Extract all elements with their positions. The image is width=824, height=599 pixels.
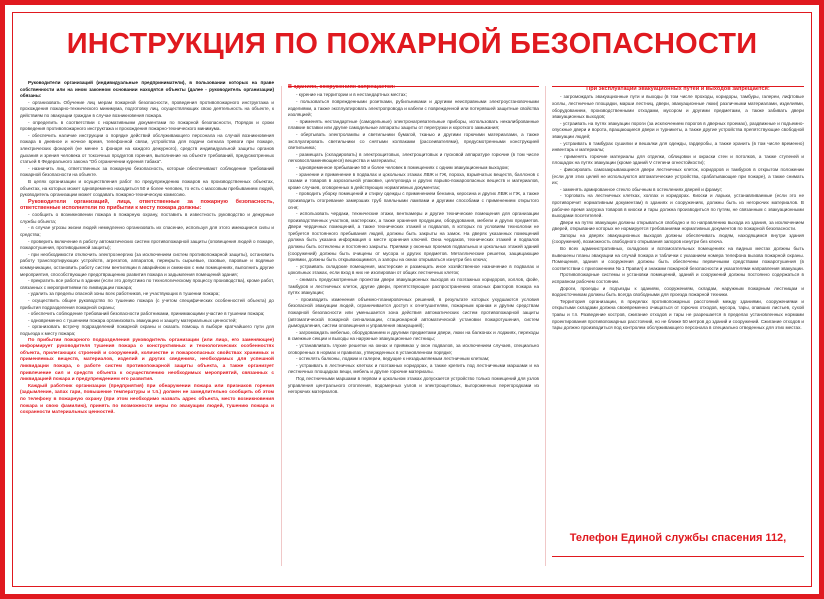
paragraph: - применять нестандартные (самодельные) электронагревательные приборы, использовать некалиброванные плавкие вставки или другие самодельные аппараты защиты от перегрузки и короткого замыкания;: [288, 118, 539, 131]
paragraph: - обеспечить соблюдение требований безопасности работниками, принимающими участие в тушении пожара;: [28, 311, 265, 317]
paragraph: - пользоваться поврежденными розетками, рубильниками и другими неисправными электроустановочными изделиями, а также эксплуатировать электропровода и кабели с поврежденной или потерявшей защитные свойства изоляцией;: [288, 99, 539, 118]
paragraph: По прибытии пожарного подразделения руководитель организации (или лицо, его заменяющее) информирует руководителя тушения пожара о конструктивных и технологических особенностях объекта, прилегающих строений и сооружений, количестве и пожароопасных свойствах хранимых и применяемых веществ, материалов, изделий и других сведениях, необходимых для успешной ликвидации пожара, о работе систем противопожарной защиты объекта, а также организует привлечение сил и средств объекта к осуществлению необходимых мероприятий, связанных с ликвидацией пожара и предупреждением его развития.: [20, 337, 274, 383]
paragraph: - сообщить о возникновении пожара в пожарную охрану, поставить в известность руководство и дежурные службы объекта;: [20, 212, 274, 224]
paragraph: - организовать Обучение лиц мерам пожарной безопасности, проведения противопожарного инструктажа и прохождения пожарно-технического минимума, подготовку лиц, осуществляющих свою деятельность на объекте, к действиям по эвакуации граждан в случае возникновения пожара.: [20, 99, 274, 118]
paragraph: - проверить включение в работу автоматических систем противопожарной защиты (оповещения людей о пожаре, пожаротушения, противодымной защиты);: [20, 238, 274, 251]
column-managers-duties: [20, 80, 274, 582]
paragraph: - определить в соответствии с нормативными документами по пожарной безопасности, Порядок и сроки проведения противопожарного инструктажа и прохождения пожарно-технического минимума.: [20, 119, 274, 132]
paragraph: Двери на путях эвакуации должны открываться свободно и по направлению выхода из здания, за исключением дверей, открывание которых не нормируется требованиями нормативных документов по пожарной безопасности.: [552, 219, 804, 232]
column-evacuation-rules: [552, 80, 804, 582]
paragraph: - применять горючие материалы для отделки, облицовки и окраски стен и потолков, а также ступеней и площадок на путях эвакуации (кроме зданий V степени огнестойкости);: [552, 153, 804, 166]
paragraph: - назначить лиц, ответственных за пожарную безопасность, которые обеспечивают соблюдение требований пожарной безопасности на объекте.: [20, 165, 274, 178]
paragraph: - заменять армированное стекло обычным в остеклениях дверей и фрамуг;: [560, 186, 723, 192]
paragraph: - прекратить все работы в здании (если это допустимо по технологическому процессу производства), кроме работ, связанных с мероприятиями по ликвидации пожара;: [20, 278, 274, 290]
paragraph: - организовать встречу подразделений пожарной охраны и оказать помощь в выборе кратчайшего пути для подъезда к месту пожара;: [20, 324, 274, 336]
paragraph: - использовать чердаки, технические этажи, венткамеры и другие технические помещения для организации производственных участков, мастерских, а также хранения продукции, оборудования, мебели и других предметов. Двери чердачных помещений, а также технических этажей и подвалов, в которых по условиям технологии не требуется постоянного пребывания людей, должны быть закрыты на замок. На дверях указанных помещений должна быть указана информация о месте хранения ключей. Окна чердаков, технических этажей и подвалов должны быть остеклены и постоянно закрыты. Приямки у оконных проемов подвальных и цокольных этажей зданий (сооружений) должны быть очищены от мусора и других предметов. Металлические решетки, защищающие приямки, должны быть открывающимися, а запоры на окнах открываться изнутри без ключа;: [288, 211, 539, 263]
paragraph: - устраивать в тамбурах сушилки и вешалки для одежды, гардеробы, а также хранить (в том числе временно) инвентарь и материалы;: [552, 140, 804, 153]
paragraph: - снимать предусмотренные проектом двери эвакуационных выходов из поэтажных коридоров, холлов, фойе, тамбуров и лестничных клеток, другие двери, препятствующие распространению опасных факторов пожара на путях эвакуации;: [288, 277, 539, 296]
column-divider: [281, 86, 282, 566]
column-3-heading: При эксплуатации эвакуационных путей и выходов запрещается:: [586, 86, 770, 92]
paragraph: Каждый работник организации (предприятия) при обнаружении пожара или признаков горения (задымление, запах гари, повышение температуры и т.п.) должен не замедлительно сообщить об этом по телефону в пожарную охрану (при этом необходимо назвать адрес объекта, место возникновения пожара и свою фамилию), принять по возможности меры по эвакуации людей, тушению пожара и сохранности материальных ценностей.: [20, 383, 274, 416]
paragraph: - одновременное пребывание 50 и более человек в помещениях с одним эвакуационным выходом;: [296, 164, 509, 170]
paragraph: Под лестничными маршами в первом и цокольном этажах допускается устройство только помещений для узлов управления центрального отопления, водомерных узлов и электрощитовых, выгороженных перегородками из негорючих материалов.: [288, 375, 539, 395]
paragraph: - осуществить общее руководство по тушению пожара (с учетом специфических особенностей объекта) до прибытия подразделения пожарной охраны;: [20, 298, 274, 310]
paragraph: - загромождать мебелью, оборудованием и другими предметами двери, люки на балконах и лоджиях, переходы в смежные секции и выходы на наружные эвакуационные лестницы;: [288, 329, 539, 342]
paragraph: Во всех административных, складских и вспомогательных помещениях на видных местах должны быть вывешены планы эвакуации на случай пожара и таблички с указанием номера телефона вызова пожарной охраны. Помещения, здания и сооружения должны быть обеспечены первичными средствами пожаротушения (в соответствии с приложением № 1 Правил) и знаками пожарной безопасности и указателями направления эвакуации.: [552, 246, 804, 271]
paragraph: Дороги, проезды и подъезды к зданиям, сооружениям, складам, наружным пожарным лестницам и водоисточникам должны быть всегда свободными для проезда пожарной техники.: [552, 285, 804, 298]
paragraph: - обертывать электролампы и светильники бумагой, тканью и другими горючими материалами, а также эксплуатировать светильники со снятыми колпаками (рассеивателями), предусмотренными конструкцией светильника;: [288, 131, 539, 151]
paragraph: - курение на территории и в нестандартных местах;: [296, 92, 407, 98]
paragraph: - обеспечить наличие инструкции о порядке действий обслуживающего персонала на случай возникновения пожара в дневное и ночное время, телефонной связи, устройства для подачи сигнала тревоги при пожаре, электрических фонарей (не менее 1 фонаря на каждого дежурного), средств индивидуальной защиты органов дыхания и зрения человека от токсичных продуктов горения, выполнение на объекте требований, предусмотренных статьей 6 Федерального закона "Об ограничении курения табака".: [20, 132, 274, 165]
paragraph: - размещать (складировать) в электрощитовых, электрощитовых и пусковой аппаратуре горючие (в том числе легковоспламеняющиеся) вещества и материалы;: [288, 151, 539, 164]
paragraph: - проводить уборку помещений и стирку одежды с применением бензина, керосина и других ЛВЖ и ГЖ, а также производить отогревание замерзших труб паяльными лампами и другими способами с применением открытого огня;: [288, 191, 539, 210]
column-2-heading: В зданиях, сооружениях запрещается:: [288, 84, 396, 90]
paragraph: Территория организации, в пределах противопожарных расстояний между зданиями, сооружениями и открытыми складами должна своевременно очищаться от горючих отходов, мусора, тары, опавших листьев, сухой травы и т.п. Разведение костров, сжигание отходов и тары не разрешается в пределах установленных нормами проектирования противопожарных расстояний, но не ближе 50 метров до зданий и сооружений. Сжигание отходов и тары должно производиться под контролем обслуживающего персонала в специально отведенных для этих местах.: [552, 298, 804, 331]
paragraph: - торговать на лестничных клетках, холлах и коридорах. Киоски и ларьки, устанавливаемые (если это не противоречит нормативным документам) в зданиях и сооружениях, должны быть из негорючих материалов. В рабочее время загрузка товаров в киоски и тары должна производиться по путям, не связанным с эвакуационными выходами посетителей.: [552, 193, 804, 219]
paragraph: - в случае угрозы жизни людей немедленно организовать их спасение, используя для этого имеющиеся силы и средства;: [20, 225, 274, 238]
paragraph: В целях организации и осуществления работ по предупреждению пожаров на производственных объектах, объектах, на которых может одновременно находиться 50 и более человек, то есть с массовым пребыванием людей, руководитель организации может создавать пожарно-техническую комиссию.: [20, 178, 274, 198]
column-divider: [545, 86, 546, 566]
paragraph: - при необходимости отключить электроэнергию (за исключением систем противопожарной защиты), остановить работу транспортирующих устройств, агрегатов, аппаратов, перекрыть сырьевые, газовые, паровые и водяные коммуникации, остановить работу систем вентиляции в аварийном и смежном с ним помещениях, выполнить другие мероприятия, способствующие предотвращению развития пожара и задымления помещений здания;: [20, 251, 274, 277]
paragraph: - удалить за пределы опасной зоны всех работников, не участвующих в тушении пожара;: [28, 291, 220, 297]
paragraph: - загромождать эвакуационные пути и выходы (в том числе проходы, коридоры, тамбуры, галереи, лифтовые холлы, лестничные площадки, марши лестниц, двери, эвакуационные люки) различными материалами, изделиями, оборудованием, производственными отходами, мусором и другими предметами, а также забивать двери эвакуационных выходов;: [552, 94, 804, 120]
paragraph: Руководители организаций, лица, ответственные за пожарную безопасность, ответственные исполнители по прибытии к месту пожара должны:: [20, 198, 274, 212]
paragraph: Запоры на дверях эвакуационных выходов должны обеспечивать людям, находящимся внутри здания (сооружения), возможность свободного открывания запоров изнутри без ключа.: [552, 232, 804, 245]
paragraph: - устраивать складские помещения, мастерские и размещать иное хозяйственное назначение в подвалах и цокольных этажах, если вход в них не изолирован от общих лестничных клеток;: [288, 263, 539, 276]
page-title: ИНСТРУКЦИЯ ПО ПОЖАРНОЙ БЕЗОПАСНОСТИ: [66, 28, 758, 60]
column-building-prohibitions: [288, 80, 539, 566]
paragraph: Руководители организаций (индивидуальные предприниматели), в пользовании которых на праве собственности или на ином законном основании находятся объекты (далее - руководитель организации) обязаны:: [20, 80, 274, 99]
paragraph: - производить изменения объемно-планировочных решений, в результате которых ухудшаются условия безопасной эвакуации людей, ограничивается доступ к огнетушителям, пожарным кранам и другим средствам пожарной безопасности или уменьшается зона действия автоматических систем противопожарной защиты (автоматической пожарной сигнализации, стационарной автоматической установки пожаротушения, систем дымоудаления, систем оповещения и управления эвакуацией);: [288, 296, 539, 329]
paragraph: - одновременно с тушением пожара организовать эвакуацию и защиту материальных ценностей;: [28, 317, 237, 323]
paragraph: - фиксировать самозакрывающиеся двери лестничных клеток, коридоров и тамбуров в открытом положении (если для этих целей не используются автоматические устройства, срабатывающие при пожаре), а также снимать их;: [552, 166, 804, 186]
paragraph: - остеклять балконы, лоджии и галереи, ведущие к незадымляемым лестничным клеткам;: [296, 356, 490, 362]
paragraph: - хранение и применение в подвалах и цокольных этажах ЛВЖ и ГЖ, пороха, взрывчатых веществ, баллонов с газами и товаров в аэрозольной упаковке, целлулоида и других взрыво-пожароопасных веществ и материалов, кроме случаев, оговоренных в действующих нормативных документах;: [288, 171, 539, 190]
paragraph: - устраивать в лестничных клетках и поэтажных коридорах, а также крепить под лестничными маршами и на лестничных площадках вещи, мебель и другие горючие материалы.: [288, 362, 539, 375]
emergency-phone: Телефон Единой службы спасения 112,: [569, 532, 787, 544]
paragraph: Противопожарные системы и установки помещений, зданий и сооружений должны постоянно содержаться в исправном рабочем состоянии.: [552, 272, 804, 285]
paragraph: - устанавливать глухие решетки на окнах и приямках у окон подвалов, за исключением случаев, специально оговоренных в нормах и правилах, утвержденных в установленном порядке;: [288, 342, 539, 355]
phone-underline: [552, 556, 804, 557]
paragraph: - устраивать на путях эвакуации пороги (за исключением порогов в дверных проемах), раздвижные и подъемно-опускные двери и ворота, вращающиеся двери и турникеты, а также другие устройства препятствующие свободной эвакуации людей;: [552, 120, 804, 139]
